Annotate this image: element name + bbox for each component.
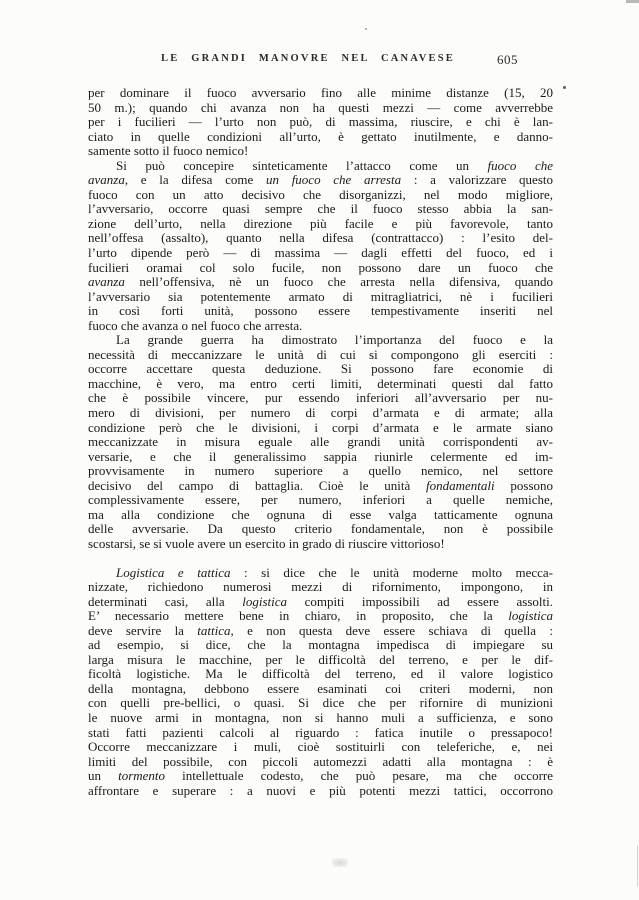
text-line: complessivamente essere, per numero, inferiori a quelle nemiche, [88, 492, 553, 508]
emphasis-text: logistica [508, 608, 553, 624]
text-line: decisivo del campo di battaglia. Cioè le unità fondamentali possono [88, 477, 554, 493]
text-line: fuoco che avanza o nel fuoco che arresta. [88, 317, 303, 333]
page-body [88, 86, 553, 798]
paragraph [88, 159, 553, 334]
text-line: le nuove armi in montagna, non si hanno muli a sufficienza, e sono [88, 709, 553, 725]
text-line: occorre accettare questa deduzione. Si possono fare economie di [88, 361, 553, 377]
text-line: necessità di meccanizzare le unità di cui si compongono gli eserciti : [88, 346, 553, 362]
text-line: per dominare il fuoco avversario fino alle minime distanze (15, 20 [88, 85, 553, 100]
text-line: determinati casi, alla logistica compiti impossibili ad essere assolti. [88, 593, 553, 609]
paragraph [88, 86, 553, 159]
text-line: nell’offesa (assalto), quanto nella difesa (contrattacco) : l’esito del- [88, 230, 553, 246]
text-line: meccanizzate in misura eguale alle grandi unità corrispondenti av- [88, 434, 553, 450]
text-line: l’urto dipende però — di massima — dagli effetti del fuoco, ed i [88, 245, 553, 261]
text-line: che è possibile vincere, pur essendo inferiori all’avversario per nu- [88, 390, 553, 406]
text-line: avanza, e la difesa come un fuoco che arresta : a valorizzare questo [88, 172, 553, 188]
emphasis-text: tattica [197, 622, 231, 638]
text-line: larga misura le macchine, per le difficoltà del terreno, e per le dif- [88, 651, 553, 667]
text-line: affrontare e superare : a nuovi e più potenti mezzi tattici, occorrono [88, 782, 553, 798]
text-line: 50 m.); quando chi avanza non ha questi mezzi — come avverrebbe [88, 99, 553, 115]
text-line: limiti del possibile, con piccoli automezzi adatti alla montagna : è [88, 753, 553, 769]
text-line: delle avversarie. Da questo criterio fondamentale, non è possibile [88, 521, 553, 537]
text-line: E’ necessario mettere bene in chiaro, in proposito, che la logistica [88, 608, 553, 624]
paragraph [88, 333, 553, 551]
text-line: samente sotto il fuoco nemico! [88, 143, 249, 159]
text-line: Si può concepire sinteticamente l’attacco come un fuoco che [116, 157, 553, 173]
text-line: stati fatti pazienti calcoli al riguardo : fatica inutile o pressapoco! [88, 724, 553, 740]
text-line: condizione però che le divisioni, i corpi d’armata e le armate siano [88, 419, 553, 435]
page-header-title: LE GRANDI MANOVRE NEL CANAVESE [161, 53, 455, 64]
text-line: deve servire la tattica, e non questa deve essere schiava di quella : [88, 622, 554, 638]
emphasis-text: un fuoco che arresta [265, 172, 402, 188]
text-line: ma alla condizione che ognuna di esse valga tatticamente ognuna [88, 506, 553, 522]
text-line: avanza nell’offensiva, nè un fuoco che arresta nella difensiva, quando [88, 274, 553, 290]
emphasis-text: avanza [88, 172, 125, 188]
text-line: versarie, e che il generalissimo sappia riunirle celermente ed im- [88, 448, 553, 464]
text-line: l’avversario, occorre quasi sempre che il fuoco stesso abbia la san- [88, 201, 553, 217]
emphasis-text: fuoco che [487, 157, 553, 173]
page-number: 605 [497, 52, 518, 67]
text-line: fucilieri oramai col solo fucile, non possono dare un fuoco che [88, 259, 553, 275]
scan-speck [563, 86, 566, 89]
paragraph [88, 566, 553, 799]
text-line: Logistica e tattica : si dice che le unità moderne molto mecca- [116, 564, 554, 580]
text-line: un tormento intellettuale codesto, che può pesare, ma che occorre [88, 768, 553, 784]
text-line: La grande guerra ha dimostrato l’importanza del fuoco e la [116, 332, 553, 348]
text-line: scostarsi, se si vuole avere un esercito in grado di riuscire vittorioso! [88, 535, 445, 551]
page-edge-line [637, 845, 638, 887]
scan-smudge [332, 858, 348, 867]
text-line: con quelli pre-bellici, o quasi. Si dice che per rifornire di munizioni [88, 695, 553, 711]
emphasis-text: logistica [242, 593, 287, 609]
scan-speck [365, 28, 367, 30]
text-line: Occorre meccanizzare i muli, cioè sostituirli con teleferiche, e, nei [88, 739, 553, 755]
emphasis-text: tormento [118, 768, 166, 784]
text-line: macchine, è vero, ma entro certi limiti, determinati questi dal fatto [88, 375, 553, 391]
text-line: nizzate, richiedono numerosi mezzi di rifornimento, impongono, in [88, 579, 553, 595]
text-line: ciato in quelle condizioni all’urto, è gettato inutilmente, e danno- [88, 128, 553, 144]
emphasis-text: fondamentali [426, 477, 495, 493]
emphasis-text: Logistica e tattica [116, 564, 231, 580]
text-line: provvisamente in numero superiore a quello nemico, nel settore [88, 463, 553, 479]
text-line: in così forti unità, possono essere tempestivamente inseriti nel [88, 303, 553, 319]
page-edge-mark [626, 0, 639, 3]
text-line: per i fucilieri — l’urto non può, di massima, riuscire, e chi è lan- [88, 114, 553, 130]
text-line: fuoco con un atto decisivo che disorganizzi, nel modo migliore, [88, 186, 553, 202]
text-line: ad esempio, si dice, che la montagna impedisca di impiegare su [88, 637, 553, 653]
emphasis-text: avanza [88, 274, 125, 290]
text-line: della montagna, debbono essere esaminati coi criteri moderni, non [88, 680, 553, 696]
text-line: ficoltà logistiche. Ma le difficoltà del terreno, ed il valore logistico [88, 666, 553, 682]
text-line: zione dell’urto, nella direzione più facile e più favorevole, tanto [88, 215, 553, 231]
text-line: mero di divisioni, per numero di corpi d’armata e di armate; alla [88, 405, 553, 421]
text-line: l’avversario sia potentemente armato di mitragliatrici, nè i fucilieri [88, 288, 553, 304]
running-header [88, 53, 528, 64]
